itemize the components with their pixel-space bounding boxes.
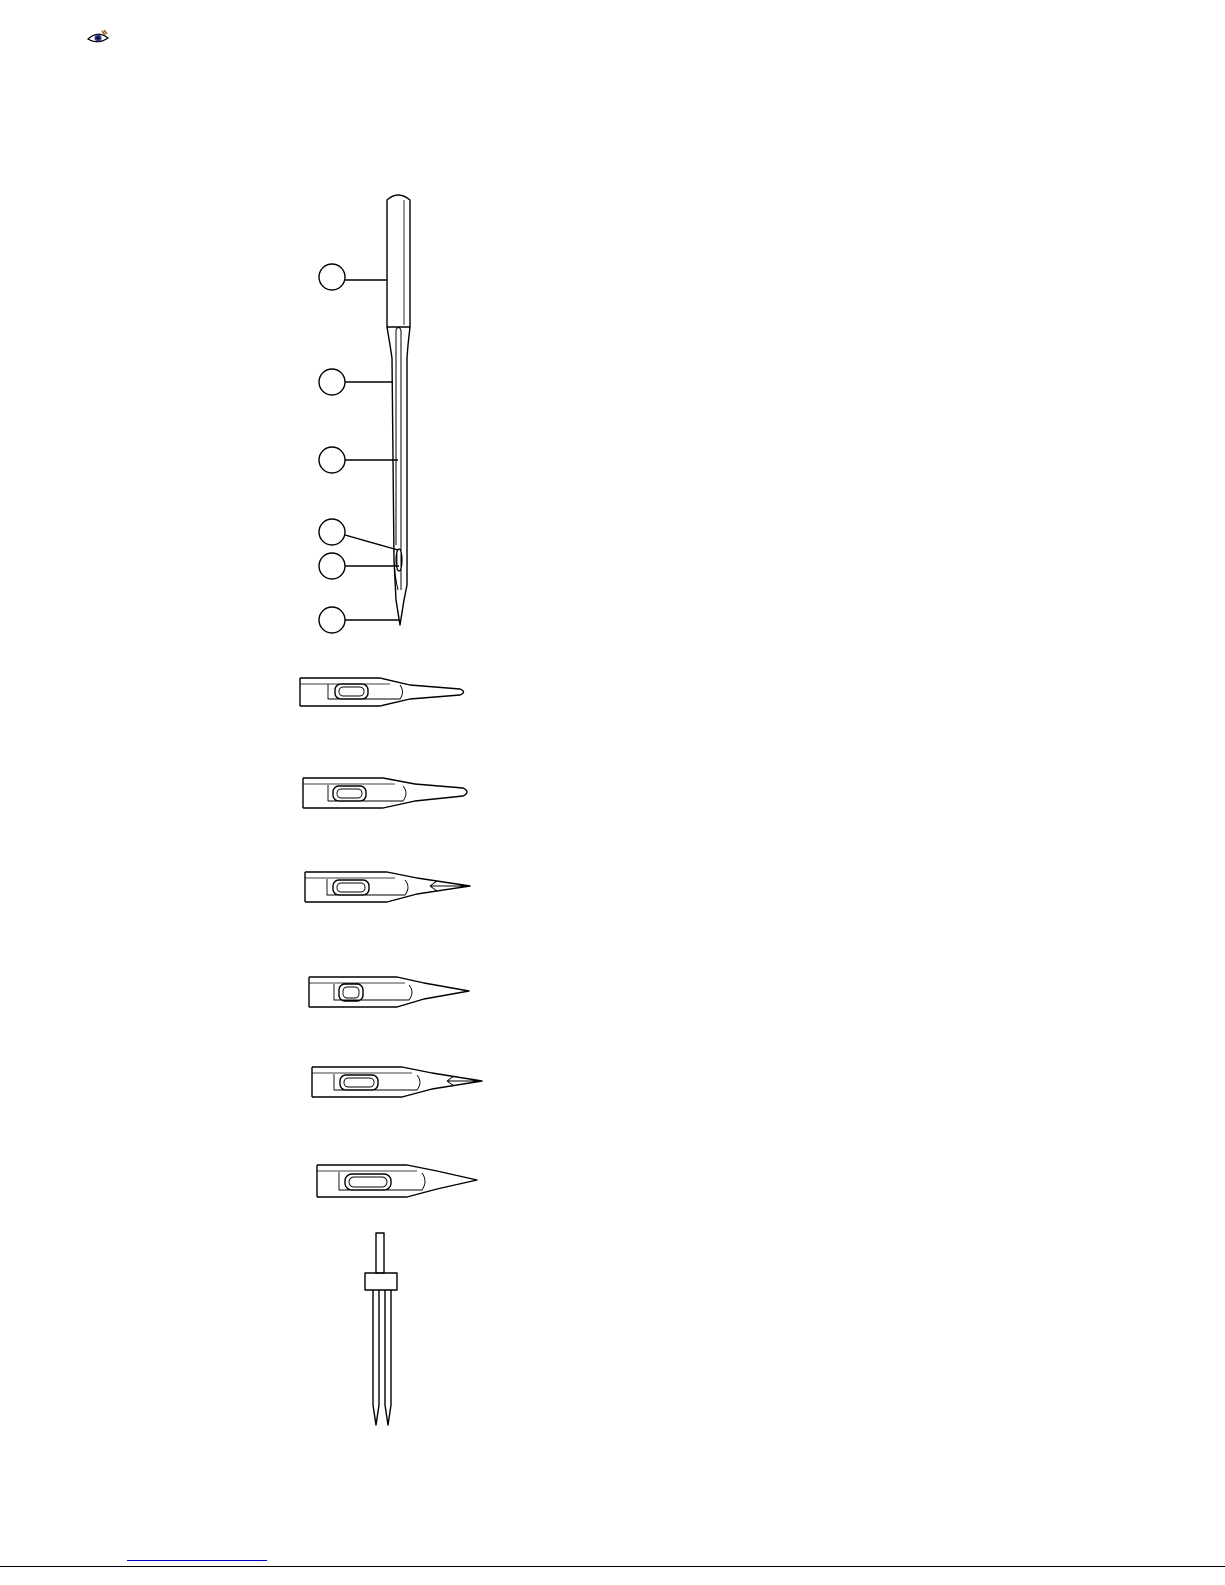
needle-point-5 [312,1067,482,1097]
callout-5 [319,553,399,579]
callout-1 [319,264,387,290]
twin-needle [365,1233,397,1425]
needle-point-2 [303,778,467,808]
main-needle [387,195,410,625]
callout-6 [319,607,399,633]
needle-point-1 [300,678,464,706]
callout-3 [319,447,398,473]
footer-divider [0,1566,1225,1567]
needle-point-3 [305,872,470,902]
footer-link-underline[interactable] [127,1560,267,1561]
needle-point-4 [309,977,469,1007]
needle-point-6 [317,1165,477,1197]
callout-2 [319,369,393,395]
callout-4 [319,519,398,550]
